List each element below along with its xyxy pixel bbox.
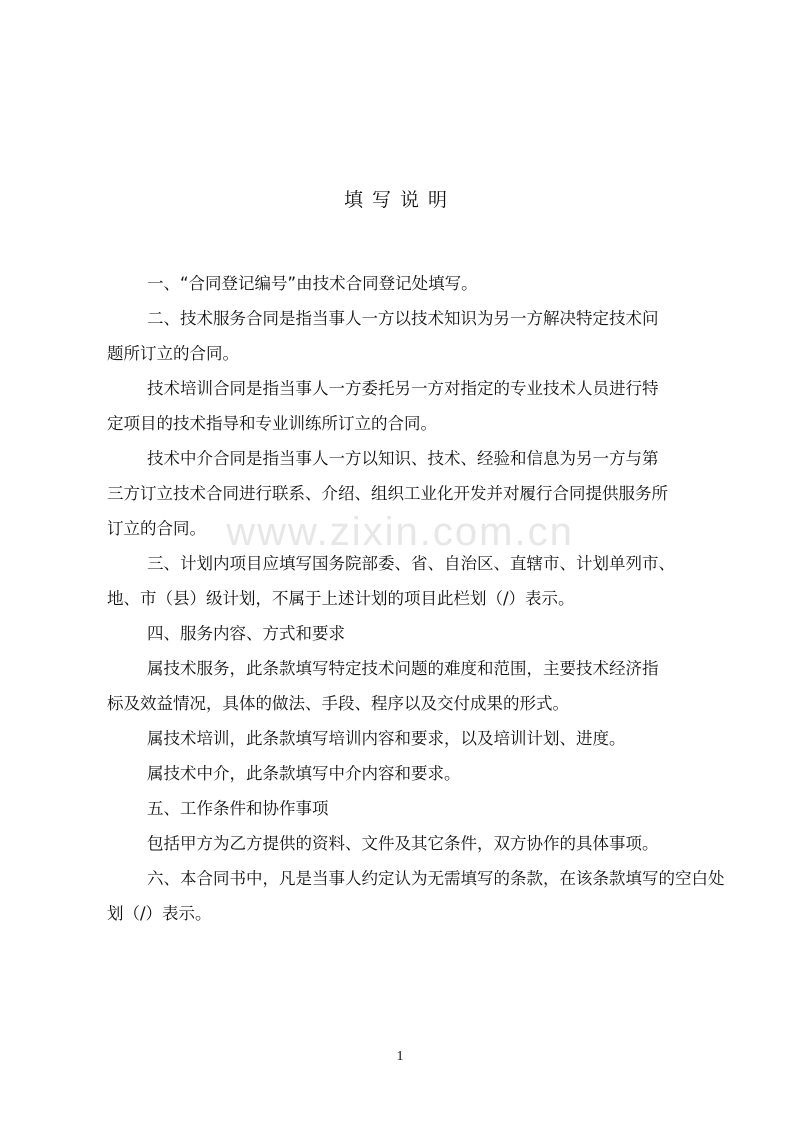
paragraph-line-8: 订立的合同。 bbox=[107, 519, 206, 538]
paragraph-line-11: 四、服务内容、方式和要求 bbox=[147, 624, 345, 643]
paragraph-line-1: 一、“合同登记编号”由技术合同登记处填写。 bbox=[147, 274, 478, 293]
paragraph-line-4: 技术培训合同是指当事人一方委托另一方对指定的专业技术人员进行特 bbox=[147, 379, 659, 398]
paragraph-line-7: 三方订立技术合同进行联系、介绍、组织工业化开发并对履行合同提供服务所 bbox=[107, 484, 668, 503]
watermark: www.zixin.com.cn bbox=[226, 510, 574, 554]
paragraph-line-13: 标及效益情况，具体的做法、手段、程序以及交付成果的形式。 bbox=[107, 694, 569, 713]
paragraph-line-19: 划（/）表示。 bbox=[107, 904, 212, 923]
paragraph-line-3: 题所订立的合同。 bbox=[107, 344, 239, 363]
paragraph-line-17: 包括甲方为乙方提供的资料、文件及其它条件，双方协作的具体事项。 bbox=[147, 834, 659, 853]
paragraph-line-12: 属技术服务，此条款填写特定技术问题的难度和范围，主要技术经济指 bbox=[147, 659, 659, 678]
paragraph-line-14: 属技术培训，此条款填写培训内容和要求，以及培训计划、进度。 bbox=[147, 729, 626, 748]
paragraph-line-9: 三、计划内项目应填写国务院部委、省、自治区、直辖市、计划单列市、 bbox=[147, 554, 675, 573]
paragraph-line-16: 五、工作条件和协作事项 bbox=[147, 799, 329, 818]
page-title: 填写说明 bbox=[343, 189, 456, 211]
paragraph-line-6: 技术中介合同是指当事人一方以知识、技术、经验和信息为另一方与第 bbox=[147, 449, 659, 468]
paragraph-line-18: 六、本合同书中，凡是当事人约定认为无需填写的条款，在该条款填写的空白处 bbox=[147, 869, 725, 888]
page-number: 1 bbox=[396, 1049, 404, 1064]
paragraph-line-15: 属技术中介，此条款填写中介内容和要求。 bbox=[147, 764, 461, 783]
paragraph-line-10: 地、市（县）级计划，不属于上述计划的项目此栏划（/）表示。 bbox=[107, 589, 575, 608]
paragraph-line-5: 定项目的技术指导和专业训练所订立的合同。 bbox=[107, 414, 437, 433]
paragraph-line-2: 二、技术服务合同是指当事人一方以技术知识为另一方解决特定技术问 bbox=[147, 309, 659, 328]
